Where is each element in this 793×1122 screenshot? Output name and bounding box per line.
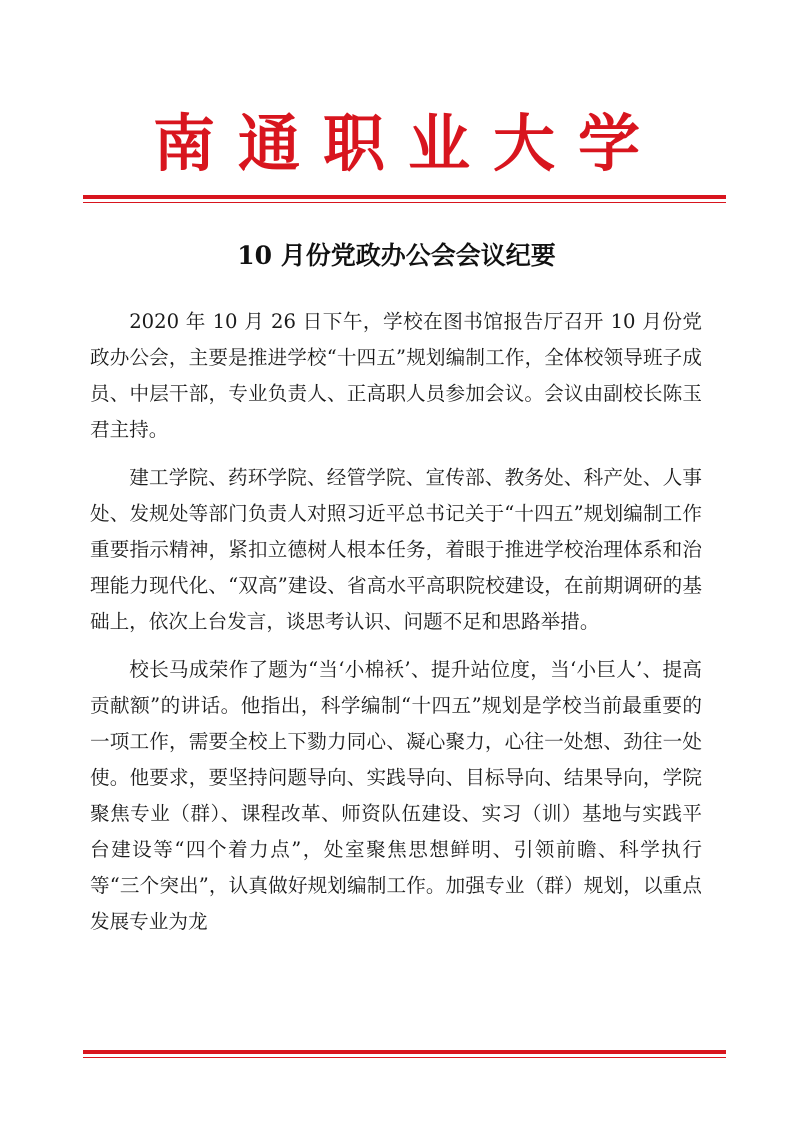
- footer-rule-thin: [83, 1057, 726, 1058]
- body-paragraph: 2020 年 10 月 26 日下午，学校在图书馆报告厅召开 10 月份党政办公会，主要是推进学校“十四五”规划编制工作，全体校领导班子成员、中层干部，专业负责人、正高职人员参加会议。会议由副校长陈玉君主持。: [90, 310, 702, 441]
- letterhead-school-name: 南通职业大学: [152, 107, 663, 180]
- document-title: 10 月份党政办公会会议纪要: [237, 241, 556, 270]
- letterhead-rule-thick: [83, 195, 726, 199]
- body-paragraph: 校长马成荣作了题为“当‘小棉袄’、提升站位度，当‘小巨人’、提高贡献额”的讲话。他指出，科学编制“十四五”规划是学校当前最重要的一项工作，需要全校上下勠力同心、凝心聚力，心往一处想、劲往一处使。他要求，要坚持问题导向、实践导向、目标导向、结果导向，学院聚焦专业（群）、课程改革、师资队伍建设、实习（训）基地与实践平台建设等“四个着力点”，处室聚焦思想鲜明、引领前瞻、科学执行等“三个突出”，认真做好规划编制工作。加强专业（群）规划，以重点发展专业为龙: [90, 658, 702, 933]
- body-paragraph: 建工学院、药环学院、经管学院、宣传部、教务处、科产处、人事处、发规处等部门负责人对照习近平总书记关于“十四五”规划编制工作重要指示精神，紧扣立德树人根本任务，着眼于推进学校治理体系和治理能力现代化、“双高”建设、省高水平高职院校建设，在前期调研的基础上，依次上台发言，谈思考认识、问题不足和思路举措。: [90, 466, 702, 633]
- document-body: [90, 304, 702, 952]
- letterhead-rule-thin: [83, 202, 726, 203]
- footer-rule-thick: [83, 1050, 726, 1054]
